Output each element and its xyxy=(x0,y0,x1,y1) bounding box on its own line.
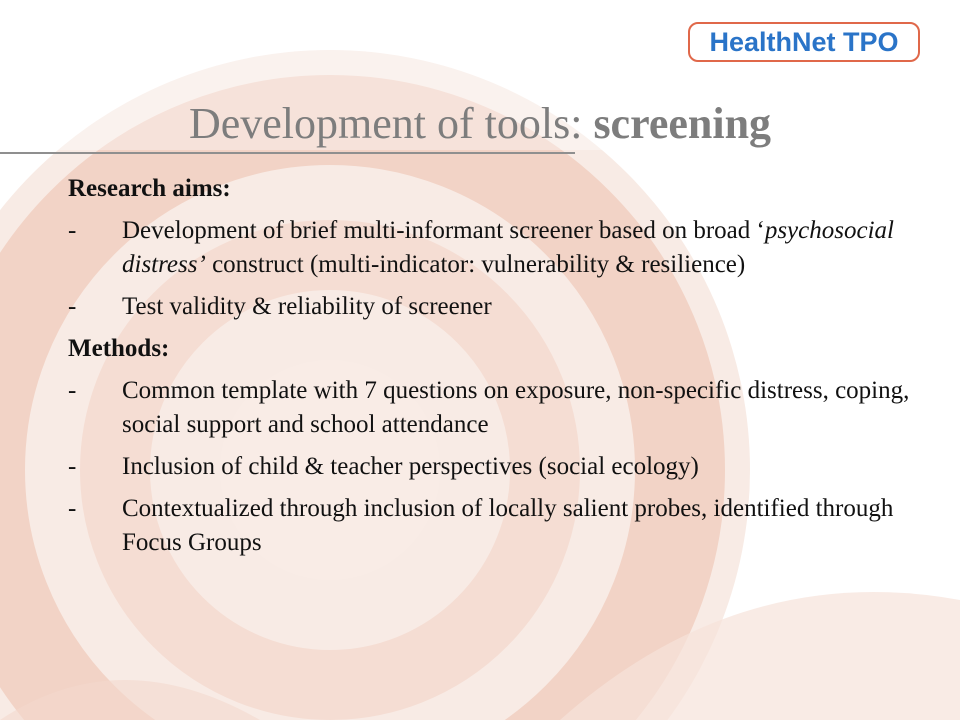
bullet-dash: - xyxy=(68,495,77,522)
bullet-dash: - xyxy=(68,453,77,480)
list-item-text: Test validity & reliability of screener xyxy=(122,293,492,320)
list-item xyxy=(68,374,918,442)
title-underline xyxy=(0,152,575,154)
list-item xyxy=(68,492,918,560)
list-item-text: Development of brief multi-informant screener based on broad ‘psychosocial distress’ construct (multi-indicator: vulnerability & resilience) xyxy=(122,217,894,278)
logo-text: HealthNet TPO xyxy=(709,26,899,57)
bullet-dash: - xyxy=(68,377,77,404)
title-regular: Development of tools: xyxy=(188,99,594,148)
title-bold: screening xyxy=(593,99,772,148)
list-item-text: Contextualized through inclusion of locally salient probes, identified through Focus Groups xyxy=(122,495,894,556)
list-item xyxy=(68,450,918,484)
list-item xyxy=(68,290,918,324)
section-heading-research-aims: Research aims: xyxy=(68,175,231,202)
list-item xyxy=(68,214,918,282)
healthnet-logo xyxy=(688,22,920,62)
list-item-text: Common template with 7 questions on exposure, non-specific distress, coping, social support and school attendance xyxy=(122,377,910,438)
bullet-dash: - xyxy=(68,217,77,244)
list-item-text: Inclusion of child & teacher perspectives (social ecology) xyxy=(122,453,699,480)
slide-content xyxy=(68,172,918,568)
section-heading-methods: Methods: xyxy=(68,335,170,362)
italic-term: psychosocial distress’ xyxy=(122,217,894,278)
bullet-dash: - xyxy=(68,293,77,320)
slide-title xyxy=(0,98,960,149)
